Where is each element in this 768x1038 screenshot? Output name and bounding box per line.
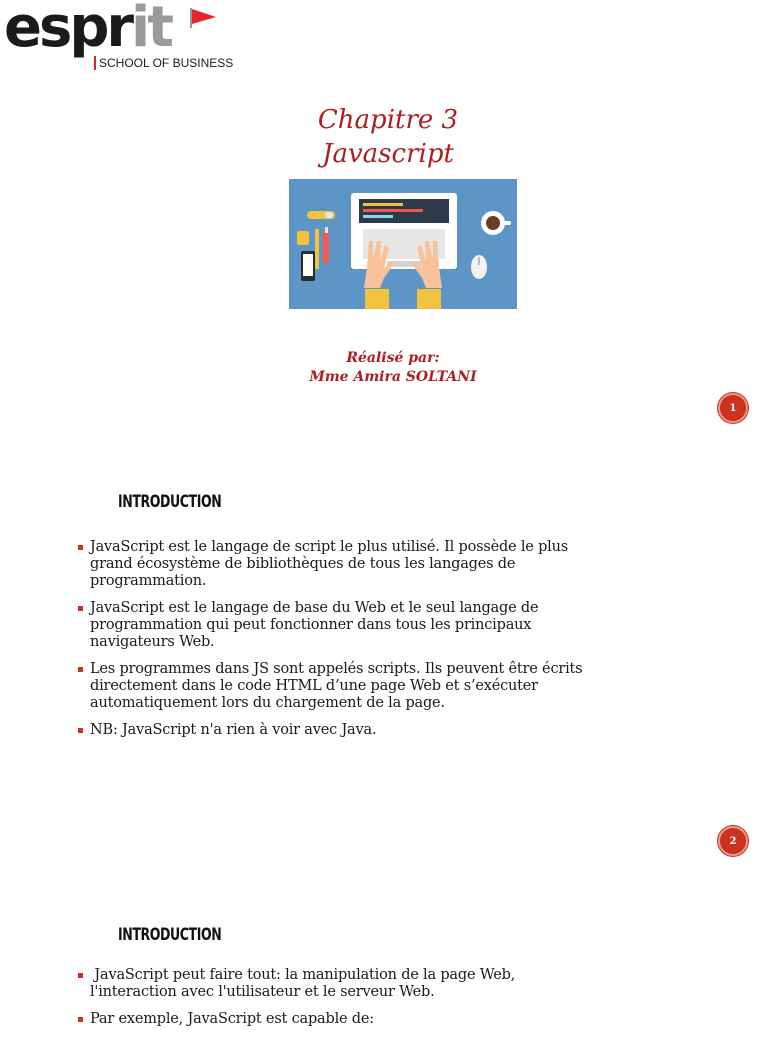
page-number-badge: 2 xyxy=(718,826,748,856)
section-heading: INTRODUCTION xyxy=(118,925,222,945)
chapter-title: Chapitre 3 xyxy=(317,105,459,135)
list-item: NB: JavaScript n'a rien à voir avec Java. xyxy=(78,722,588,739)
section-heading: INTRODUCTION xyxy=(118,492,222,512)
page-number-badge: 1 xyxy=(718,393,748,423)
list-item: JavaScript est le langage de script le plus utilisé. Il possède le plus grand écosystème de bibliothèques de tous les langages de programmation. xyxy=(78,539,588,590)
esprit-logo xyxy=(4,0,244,74)
laptop-desk-illustration xyxy=(289,179,517,309)
chapter-subtitle: Javascript xyxy=(322,139,454,169)
bullet-list xyxy=(78,539,588,749)
list-item: JavaScript peut faire tout: la manipulation de la page Web, l'interaction avec l'utilisateur et le serveur Web. xyxy=(78,967,588,1001)
logo-wordmark: esprit xyxy=(4,0,171,60)
bullet-list xyxy=(78,967,588,1038)
author-label: Réalisé par: xyxy=(346,350,440,366)
logo-tagline: SCHOOL OF BUSINESS xyxy=(94,56,233,70)
list-item: JavaScript est le langage de base du Web et le seul langage de programmation qui peut fonctionner dans tous les principaux navigateurs Web. xyxy=(78,600,588,651)
list-item: Les programmes dans JS sont appelés scripts. Ils peuvent être écrits directement dans le code HTML d’une page Web et s’exécuter automatiquement lors du chargement de la page. xyxy=(78,661,588,712)
author-name: Mme Amira SOLTANI xyxy=(309,369,477,385)
flag-icon xyxy=(190,8,216,28)
list-item: Par exemple, JavaScript est capable de: xyxy=(78,1011,588,1028)
